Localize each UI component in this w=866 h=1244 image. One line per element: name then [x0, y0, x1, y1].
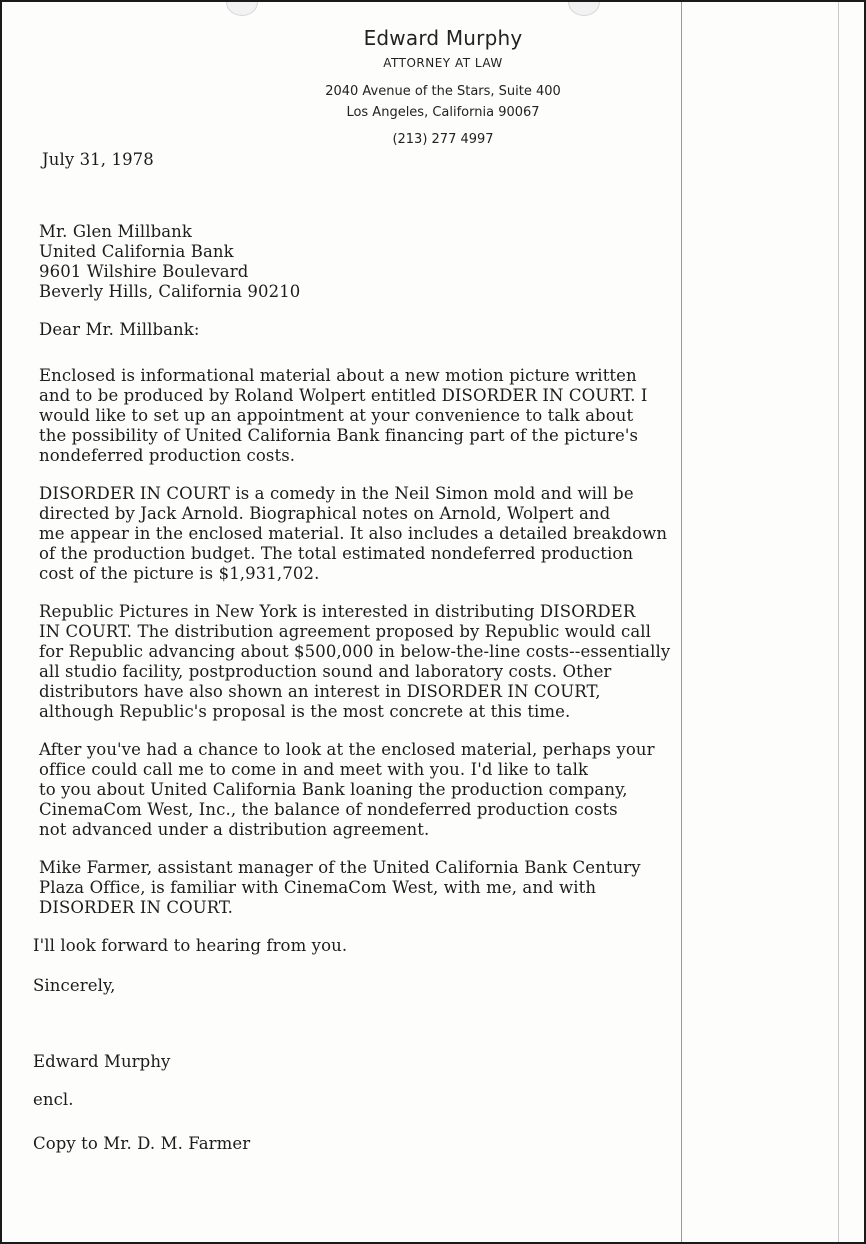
- paragraph-4: [39, 740, 849, 840]
- closing-line: I'll look forward to hearing from you.: [33, 936, 348, 955]
- letterhead-phone: (213) 277 4997: [392, 132, 494, 147]
- paragraph-line: me appear in the enclosed material. It also includes a detailed breakdown: [39, 524, 668, 543]
- paragraph-line: CinemaCom West, Inc., the balance of nondeferred production costs: [39, 800, 618, 819]
- paragraph-line: directed by Jack Arnold. Biographical notes on Arnold, Wolpert and: [39, 504, 611, 523]
- salutation: Dear Mr. Millbank:: [39, 320, 200, 339]
- paragraph-1: [39, 366, 849, 466]
- paragraph-line: although Republic's proposal is the most concrete at this time.: [39, 702, 571, 721]
- paragraph-line: nondeferred production costs.: [39, 446, 296, 465]
- signature-name: Edward Murphy: [33, 1052, 171, 1071]
- recipient-address: [39, 222, 849, 302]
- letterhead-address-line: Los Angeles, California 90067: [346, 105, 540, 120]
- punch-hole: [568, 0, 600, 16]
- letter-body: [33, 150, 849, 1154]
- paragraph-line: distributors have also shown an interest in DISORDER IN COURT,: [39, 682, 601, 701]
- letterhead-title: ATTORNEY AT LAW: [383, 56, 503, 70]
- recipient-line: Mr. Glen Millbank: [39, 222, 193, 241]
- paragraph-line: for Republic advancing about $500,000 in below-the-line costs--essentially: [39, 642, 671, 661]
- paragraph-line: Plaza Office, is familiar with CinemaCom West, with me, and with: [39, 878, 597, 897]
- recipient-line: 9601 Wilshire Boulevard: [39, 262, 249, 281]
- paragraph-line: and to be produced by Roland Wolpert entitled DISORDER IN COURT. I: [39, 386, 648, 405]
- paragraph-line: Republic Pictures in New York is interested in distributing DISORDER: [39, 602, 636, 621]
- paragraph-line: of the production budget. The total estimated nondeferred production: [39, 544, 634, 563]
- paragraph-line: Enclosed is informational material about a new motion picture written: [39, 366, 637, 385]
- paragraph-line: After you've had a chance to look at the enclosed material, perhaps your: [39, 740, 655, 759]
- paragraph-2: [39, 484, 849, 584]
- paragraph-line: Mike Farmer, assistant manager of the United California Bank Century: [39, 858, 641, 877]
- complimentary-close: Sincerely,: [33, 976, 116, 995]
- letterhead: [2, 26, 864, 147]
- copy-to-line: Copy to Mr. D. M. Farmer: [33, 1134, 251, 1153]
- paragraph-line: IN COURT. The distribution agreement proposed by Republic would call: [39, 622, 652, 641]
- letterhead-name: Edward Murphy: [363, 26, 523, 50]
- paragraph-line: would like to set up an appointment at your convenience to talk about: [39, 406, 634, 425]
- paragraph-line: all studio facility, postproduction sound and laboratory costs. Other: [39, 662, 612, 681]
- paragraph-line: cost of the picture is $1,931,702.: [39, 564, 320, 583]
- punch-hole: [226, 0, 258, 16]
- enclosure-note: encl.: [33, 1090, 74, 1109]
- letterhead-address-line: 2040 Avenue of the Stars, Suite 400: [325, 84, 561, 99]
- letter-date: July 31, 1978: [42, 150, 154, 169]
- paragraph-line: office could call me to come in and meet with you. I'd like to talk: [39, 760, 589, 779]
- paragraph-line: DISORDER IN COURT.: [39, 898, 233, 917]
- letterhead-address: [22, 81, 864, 123]
- recipient-line: United California Bank: [39, 242, 234, 261]
- paragraph-line: the possibility of United California Bank financing part of the picture's: [39, 426, 639, 445]
- recipient-line: Beverly Hills, California 90210: [39, 282, 301, 301]
- paragraph-3: [39, 602, 849, 722]
- paragraph-line: DISORDER IN COURT is a comedy in the Neil Simon mold and will be: [39, 484, 634, 503]
- paragraph-line: not advanced under a distribution agreement.: [39, 820, 430, 839]
- paragraph-line: to you about United California Bank loaning the production company,: [39, 780, 628, 799]
- paragraph-5: [39, 858, 849, 918]
